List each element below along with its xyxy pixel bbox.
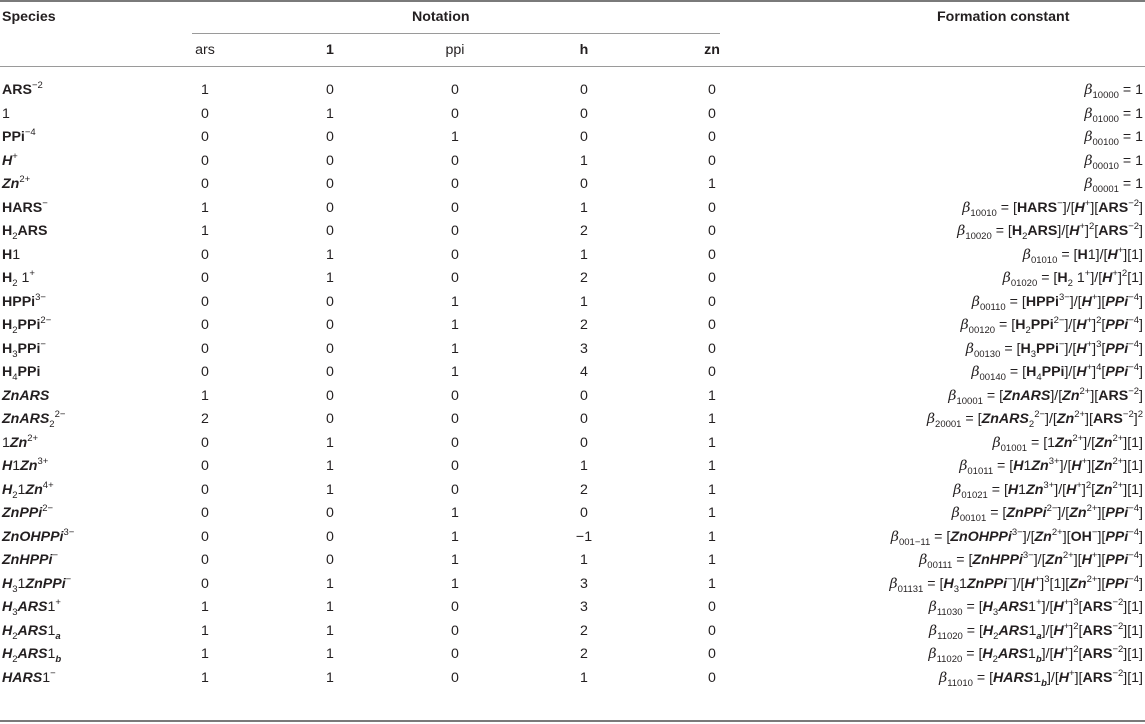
species-cell: H+ [2,150,18,169]
notation-cell-zn: 0 [708,246,716,263]
notation-cell-zn: 0 [708,105,716,122]
table-row [0,291,1145,314]
notation-cell-zn: 1 [708,481,716,498]
notation-cell-ars: 0 [201,317,209,333]
notation-cell-1: 0 [326,340,334,357]
notation-cell-h: −1 [575,528,593,545]
table-row [0,479,1145,502]
notation-cell-ppi: 1 [451,528,459,545]
notation-cell-zn: 1 [708,552,716,568]
notation-cell-ppi: 0 [451,199,459,216]
formation-constant-cell: $\beta_{01000} = 1$ [1084,105,1143,125]
notation-cell-zn: 1 [708,387,716,404]
notation-cell-h: 0 [580,505,588,521]
notation-cell-ppi: 0 [451,246,459,263]
formation-constant-cell: $\beta_{10010}$ = $[HARS^-]/[H^+][ARS^{-2}]$ [962,197,1143,219]
table-row [0,432,1145,455]
notation-cell-1: 0 [326,223,334,239]
notation-cell-1: 1 [326,669,334,686]
notation-cell-ars: 1 [201,599,209,615]
notation-cell-ppi: 0 [451,599,459,615]
notation-cell-ppi: 0 [451,105,459,122]
species-cell: ZnARS$_2^{2-}$ [2,409,66,430]
notation-cell-zn: 1 [708,575,716,592]
formation-constant-cell: $\beta_{00010} = 1$ [1084,152,1143,172]
notation-cell-1: 0 [326,505,334,521]
notation-cell-zn: 0 [708,599,716,615]
formation-constant-cell: $\beta_{00140} = [H_4PPi]/[H^+]^4[PPi^{-4}]$ [971,362,1143,383]
notation-cell-ppi: 0 [451,176,459,192]
notation-cell-zn: 0 [708,152,716,169]
notation-cell-h: 1 [580,669,588,686]
notation-cell-1: 0 [326,293,334,310]
notation-cell-h: 2 [580,646,588,662]
notation-cell-1: 0 [326,411,334,427]
formation-constant-cell: $\beta_{01001} = [1Zn^{2+}]/[Zn^{2+}][1]$ [992,432,1143,454]
notation-cell-1: 1 [326,434,334,451]
notation-cell-ars: 1 [201,82,209,98]
species-cell: $H_2PPi^{2-}$ [2,315,52,336]
notation-cell-ppi: 0 [451,646,459,662]
table-bottom-rule [0,720,1145,722]
notation-cell-zn: 0 [708,199,716,216]
table-row [0,220,1145,243]
notation-cell-1: 1 [326,458,334,474]
notation-cell-zn: 1 [708,411,716,427]
notation-cell-1: 1 [326,270,334,286]
table-row [0,361,1145,384]
species-cell: $Zn^{2+}$ [2,174,31,192]
species-cell: PPi$^{-4}$ [2,127,36,145]
notation-cell-ars: 1 [201,622,209,639]
notation-cell-ppi: 0 [451,387,459,404]
notation-cell-h: 1 [580,152,588,169]
notation-cell-h: 1 [580,552,588,568]
formation-constant-cell: $\beta_{00100} = 1$ [1084,129,1143,148]
notation-cell-zn: 0 [708,270,716,286]
table-row [0,173,1145,196]
notation-cell-ppi: 0 [451,82,459,98]
notation-cell-zn: 0 [708,364,716,380]
notation-cell-zn: 0 [708,646,716,662]
table-row [0,502,1145,525]
subheader-h: h [579,42,589,58]
formation-constant-cell: $\beta_{00101}$ = $[ZnPPi^{2-}]/[Zn^{2+}][PPi^{-4}]$ [951,503,1143,524]
species-cell: $1Zn^{2+}$ [2,432,39,451]
formation-constant-cell: $\beta_{01021} = [H1Zn^{3+}]/[H^+]^2[Zn^{2+}][1]$ [953,479,1143,501]
notation-cell-ppi: 1 [451,552,459,568]
species-cell: $H_3ARS1^+$ [2,597,61,618]
notation-cell-ars: 0 [201,270,209,286]
notation-cell-h: 1 [580,458,588,474]
table-row [0,338,1145,361]
notation-cell-h: 3 [580,340,588,357]
species-cell: $H_2ARS$ [2,223,48,242]
notation-cell-h: 1 [580,293,588,310]
table-row [0,643,1145,666]
notation-cell-1: 1 [326,575,334,592]
table-row [0,596,1145,619]
notation-cell-1: 0 [326,199,334,216]
notation-cell-zn: 0 [708,622,716,639]
species-cell: $H_31ZnPPi^-$ [2,573,72,595]
notation-cell-h: 0 [580,129,588,145]
notation-cell-ppi: 0 [451,622,459,639]
notation-cell-ars: 0 [201,105,209,122]
notation-cell-1: 0 [326,364,334,380]
notation-cell-zn: 1 [708,505,716,521]
notation-cell-h: 2 [580,317,588,333]
notation-cell-ars: 0 [201,505,209,521]
notation-cell-h: 0 [580,176,588,192]
formation-constant-cell: $\beta_{11020} = [H_2ARS1_a]/[H^+]^2[ARS^{-2}][1]$ [928,620,1143,642]
notation-cell-zn: 0 [708,129,716,145]
notation-cell-ppi: 1 [451,505,459,521]
notation-cell-ars: 0 [201,129,209,145]
notation-cell-h: 3 [580,599,588,615]
notation-cell-1: 0 [326,552,334,568]
species-cell: H1 [2,246,21,263]
notation-cell-h: 2 [580,481,588,498]
formation-constant-cell: $\beta_{00001} = 1$ [1084,176,1143,195]
species-cell: $H_21Zn^{4+}$ [2,479,54,501]
notation-cell-zn: 1 [708,176,716,192]
formation-constant-cell: $\beta_{00120} = [H_2PPi^{2-}]/[H^+]^2[PPi^{-4}]$ [960,315,1143,336]
header-rule [0,66,1145,67]
notation-cell-ppi: 0 [451,481,459,498]
species-cell: $H_4PPi$ [2,364,41,383]
notation-cell-ppi: 1 [451,340,459,357]
notation-cell-ppi: 1 [451,317,459,333]
species-cell: $H_2$ 1+ [2,268,35,289]
notation-cell-1: 0 [326,387,334,404]
table-row [0,549,1145,572]
header-formation-constant: Formation constant [937,9,1070,25]
table-row [0,150,1145,173]
table-row [0,667,1145,690]
table-row [0,244,1145,267]
notation-cell-ars: 0 [201,434,209,451]
species-cell: ZnARS [2,387,50,404]
table-row [0,573,1145,596]
notation-cell-zn: 0 [708,669,716,686]
notation-cell-1: 1 [326,481,334,498]
notation-cell-h: 1 [580,246,588,263]
notation-cell-zn: 0 [708,317,716,333]
notation-cell-ars: 2 [201,411,209,427]
notation-cell-h: 3 [580,575,588,592]
notation-cell-h: 0 [580,411,588,427]
notation-cell-1: 0 [326,176,334,192]
formation-constant-cell: $\beta_{10000} = 1$ [1084,82,1143,101]
notation-cell-h: 0 [580,82,588,98]
formation-constant-cell: $\beta_{01010} = [H1]/[H^+][1]$ [1022,244,1143,266]
notation-cell-1: 0 [326,528,334,545]
species-cell: HARS− [2,197,48,216]
table-top-rule [0,0,1145,2]
header-notation: Notation [412,9,470,25]
formation-constant-cell: $\beta_{01131}$ = $[H_31ZnPPi^-]/[H^+]^3[1][Zn^{2+}][PPi^{-4}]$ [889,573,1143,595]
notation-cell-h: 4 [580,364,588,380]
notation-cell-ppi: 1 [451,293,459,310]
species-cell: ZnHPPi− [2,550,59,568]
notation-cell-ppi: 1 [451,129,459,145]
notation-cell-ars: 1 [201,646,209,662]
notation-cell-ppi: 0 [451,270,459,286]
header-species: Species [2,9,56,25]
notation-cell-ppi: 0 [451,411,459,427]
notation-cell-ars: 0 [201,528,209,545]
formation-constant-cell: $\beta_{11020} = [H_2ARS1_b]/[H^+]^2[ARS^{-2}][1]$ [928,644,1143,665]
species-cell: $H_3PPi^-$ [2,338,46,360]
notation-cell-zn: 0 [708,340,716,357]
species-cell: $H_2ARS1_b$ [2,646,62,665]
notation-cell-ars: 1 [201,223,209,239]
notation-cell-ars: 0 [201,364,209,380]
table-row [0,620,1145,643]
notation-cell-ppi: 0 [451,458,459,474]
notation-cell-zn: 1 [708,528,716,545]
table-row [0,314,1145,337]
notation-cell-zn: 0 [708,293,716,310]
notation-cell-zn: 0 [708,223,716,239]
table-row [0,197,1145,220]
formation-constant-cell: $\beta_{00130} = [H_3PPi^-]/[H^+]^3[PPi^{-4}]$ [965,338,1143,360]
notation-cell-ars: 0 [201,340,209,357]
subheader-zn: zn [704,42,720,58]
table-row [0,455,1145,478]
formation-constant-cell: $\beta_{10001}$ = $[ZnARS]/[Zn^{2+}][ARS^{-2}]$ [948,385,1143,407]
notation-cell-h: 0 [580,434,588,451]
notation-cell-1: 1 [326,646,334,662]
notation-cell-ppi: 0 [451,223,459,239]
notation-cell-1: 0 [326,152,334,169]
table-row [0,385,1145,408]
notation-cell-ars: 0 [201,152,209,169]
notation-cell-ars: 1 [201,387,209,404]
formation-constant-cell: $\beta_{01020} = [H_2$ $1^+]/[H^+]^2[1]$ [1002,268,1143,289]
notation-cell-h: 1 [580,199,588,216]
formation-constant-cell: $\beta_{11010}$ = $[HARS1_b]/[H^+][ARS^{-2}][1]$ [938,667,1143,689]
subheader-ars: ars [195,42,215,58]
formation-constant-cell: $\beta_{00110}$ = [HPPi$^{3-}$]/[H+][PPi$^{-4}$] [971,291,1143,313]
species-cell: ZnOHPPi$^{3-}$ [2,526,75,545]
formation-constant-cell: $\beta_{20001}$ = $[ZnARS_2^{2-}]/[Zn^{2+}][ARS^{-2}]^2$ [926,409,1143,430]
notation-cell-h: 0 [580,387,588,404]
notation-cell-ppi: 1 [451,364,459,380]
notation-cell-ars: 0 [201,481,209,498]
notation-cell-zn: 0 [708,82,716,98]
species-cell: $ARS^{-2}$ [2,80,43,98]
formation-constant-cell: $\beta_{10020} = [H_2ARS]/[H^+]^2[ARS^{-2}]$ [957,221,1143,242]
table-row [0,267,1145,290]
notation-cell-h: 2 [580,622,588,639]
formation-constant-cell: $\beta_{00111}$ = $[ZnHPPi^{3-}]/[Zn^{2+}][H^+][PPi^{-4}]$ [919,550,1143,571]
notation-cell-h: 2 [580,270,588,286]
notation-cell-ars: 0 [201,293,209,310]
notation-cell-1: 1 [326,105,334,122]
notation-cell-h: 2 [580,223,588,239]
notation-cell-ars: 0 [201,575,209,592]
notation-rule [192,33,720,34]
notation-cell-1: 0 [326,82,334,98]
table-row [0,103,1145,126]
notation-cell-ppi: 0 [451,669,459,686]
notation-cell-ars: 1 [201,199,209,216]
notation-cell-zn: 1 [708,434,716,451]
notation-cell-zn: 1 [708,458,716,474]
species-cell: $H1Zn^{3+}$ [2,456,49,474]
notation-cell-ppi: 1 [451,575,459,592]
table-row [0,408,1145,431]
subheader-ppi: ppi [445,42,465,58]
notation-cell-1: 0 [326,317,334,333]
notation-cell-h: 0 [580,105,588,122]
notation-cell-ppi: 0 [451,152,459,169]
species-cell: HARS1− [2,667,56,686]
notation-cell-ars: 0 [201,176,209,192]
subheader-1: 1 [326,42,334,58]
formation-constant-cell: $\beta_{11030} = [H_3ARS1^+]/[H^+]^3[ARS^{-2}][1]$ [928,597,1143,618]
notation-cell-ars: 0 [201,552,209,568]
table-row [0,526,1145,549]
species-cell: 1 [2,105,10,122]
formation-constant-cell: $\beta_{001-11}$ = $[ZnOHPPi^{3-}]/[Zn^{2+}][OH^-][PPi^{-4}]$ [890,526,1143,548]
species-cell: ZnPPi$^{2-}$ [2,503,54,521]
formation-constant-cell: $\beta_{01011} = [H1Zn^{3+}]/[H^+][Zn^{2+}][1]$ [959,456,1143,477]
table-row [0,79,1145,102]
species-cell: $H_2ARS1_a$ [2,622,61,642]
notation-cell-1: 1 [326,246,334,263]
notation-cell-1: 0 [326,129,334,145]
notation-cell-ppi: 0 [451,434,459,451]
species-cell: HPPi$^{3-}$ [2,291,46,310]
notation-cell-ars: 0 [201,458,209,474]
table-row [0,126,1145,149]
notation-cell-ars: 0 [201,246,209,263]
notation-cell-ars: 1 [201,669,209,686]
notation-cell-1: 1 [326,599,334,615]
notation-cell-1: 1 [326,622,334,639]
